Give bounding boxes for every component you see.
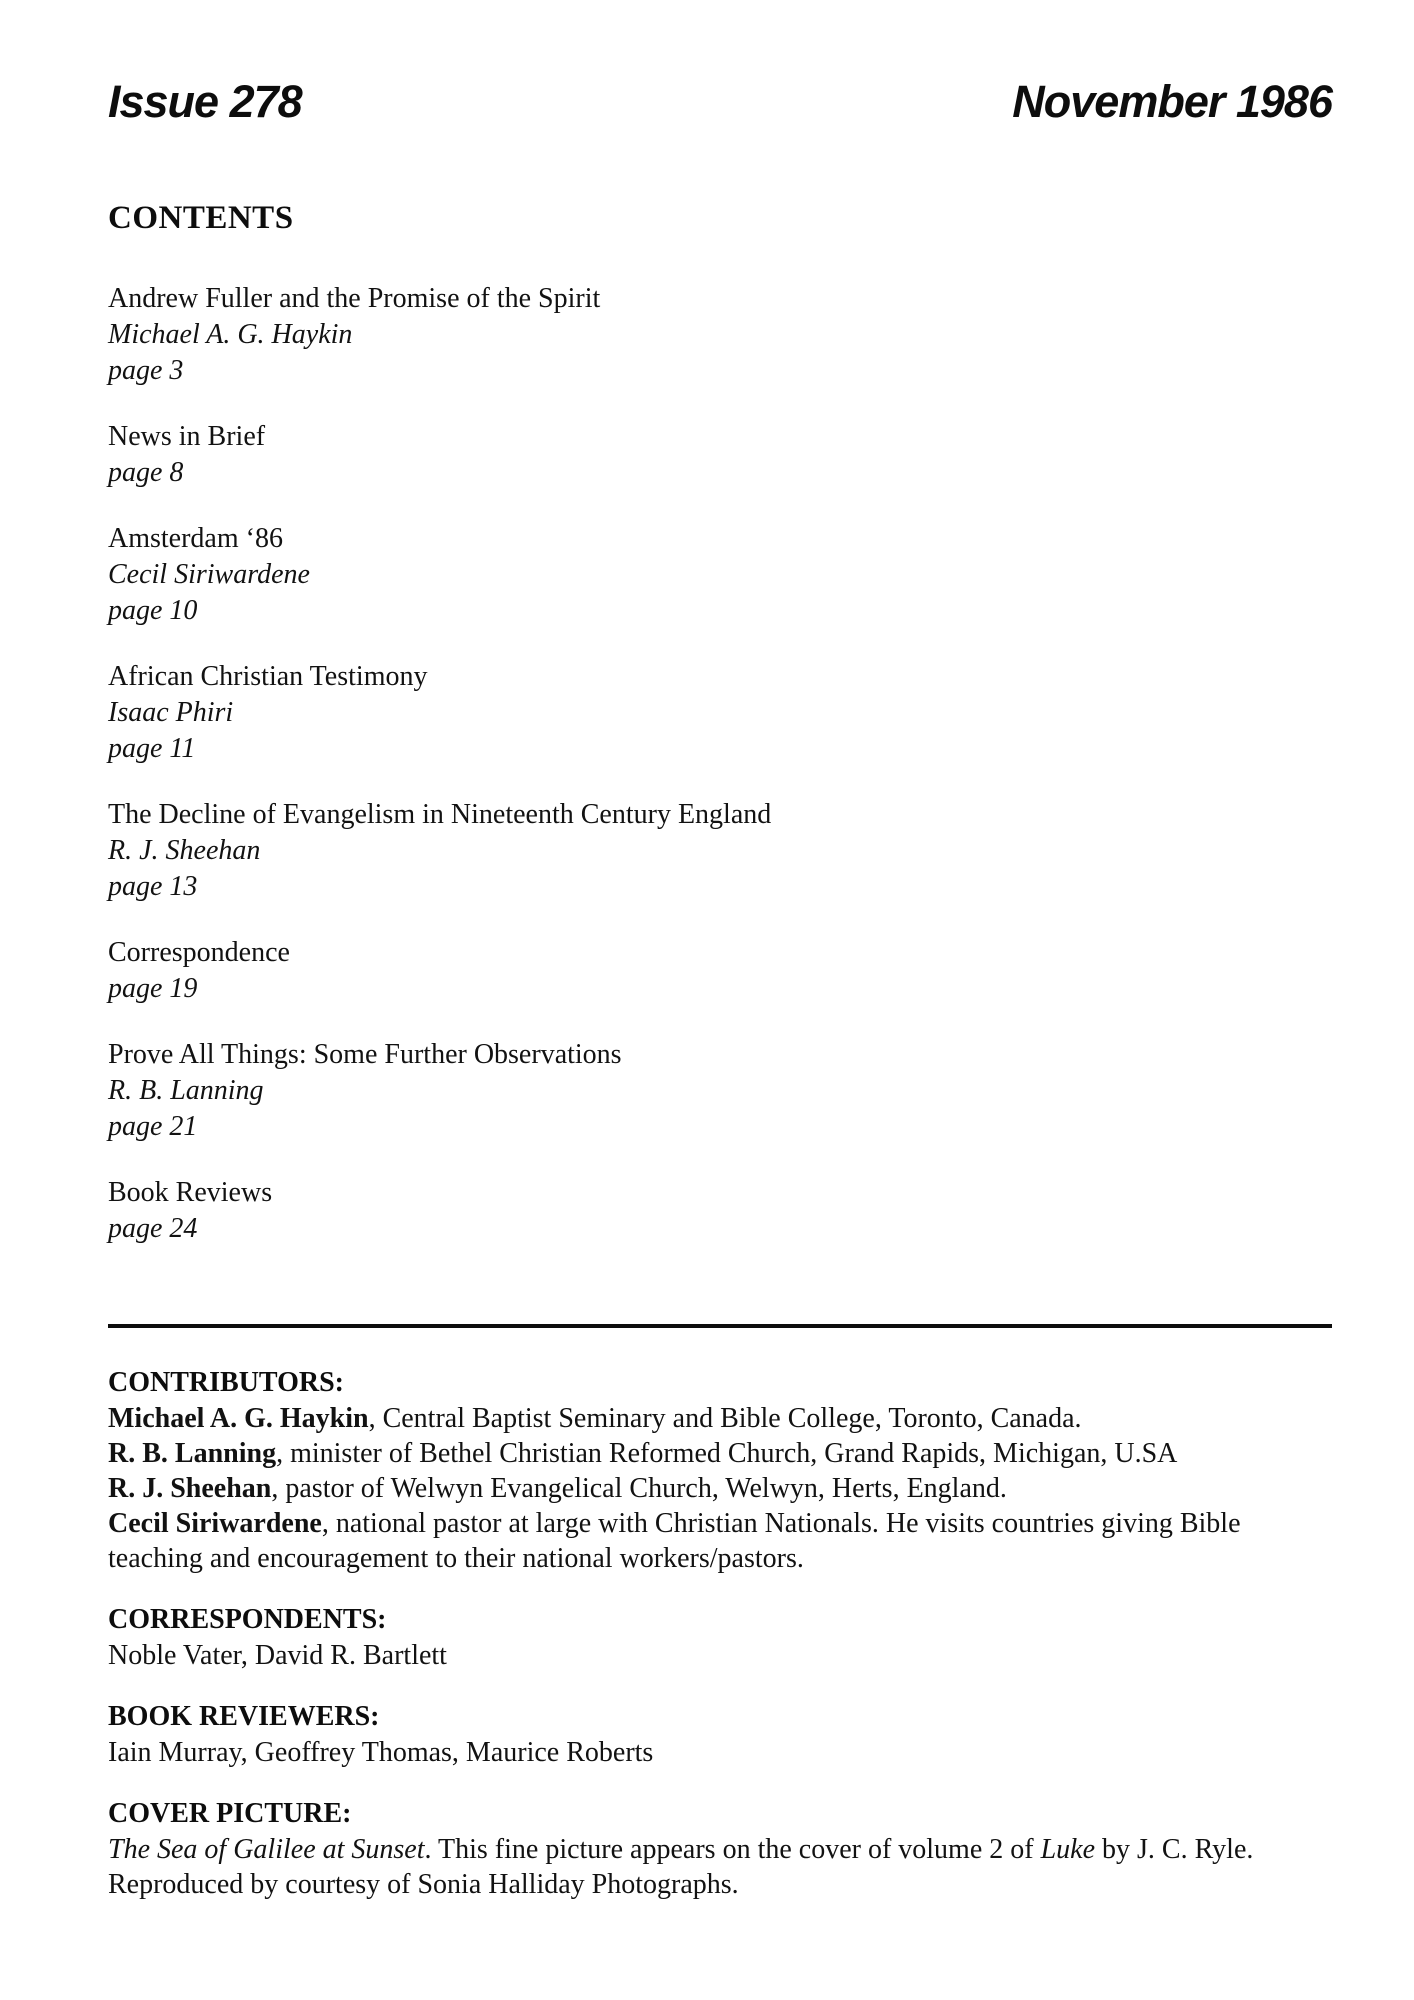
contributors-body — [108, 1401, 1332, 1576]
toc-entry — [108, 281, 1332, 389]
toc-entry-title: Prove All Things: Some Further Observations — [108, 1039, 622, 1070]
caption-segment: . This fine picture appears on the cover of volume 2 of — [424, 1834, 1041, 1865]
toc-entry-page: page 10 — [108, 595, 198, 626]
toc-entry — [108, 521, 1332, 629]
cover-picture-section — [108, 1796, 1332, 1902]
toc-entry-title: Andrew Fuller and the Promise of the Spirit — [108, 283, 601, 314]
correspondents-section — [108, 1602, 1332, 1673]
book-reviewers-heading: BOOK REVIEWERS: — [108, 1701, 380, 1732]
toc-entry-author: Isaac Phiri — [108, 697, 234, 728]
divider-rule — [108, 1324, 1332, 1328]
contributors-section — [108, 1365, 1332, 1576]
toc-entry — [108, 797, 1332, 905]
contributor-name: Cecil Siriwardene — [108, 1508, 322, 1539]
contents-heading: CONTENTS — [108, 200, 294, 236]
issue-number: Issue 278 — [108, 76, 302, 127]
toc-entry-author: R. J. Sheehan — [108, 835, 261, 866]
caption-segment: The Sea of Galilee at Sunset — [108, 1834, 425, 1865]
toc-entry-title: Correspondence — [108, 937, 290, 968]
toc-entry-page: page 3 — [108, 355, 184, 386]
contributor-name: Michael A. G. Haykin — [108, 1403, 369, 1434]
contributor-detail: , pastor of Welwyn Evangelical Church, Welwyn, Herts, England. — [271, 1473, 1007, 1504]
toc-entry-author: R. B. Lanning — [108, 1075, 264, 1106]
book-reviewers-section — [108, 1699, 1332, 1770]
correspondents-names: Noble Vater, David R. Bartlett — [108, 1640, 447, 1671]
toc-entry-page: page 21 — [108, 1111, 198, 1142]
issue-date: November 1986 — [1012, 76, 1332, 127]
toc-entry-page: page 8 — [108, 457, 184, 488]
toc-entry — [108, 659, 1332, 767]
toc-entry — [108, 419, 1332, 491]
cover-picture-caption — [108, 1832, 1332, 1902]
contributors-heading: CONTRIBUTORS: — [108, 1367, 344, 1398]
toc-entry-page: page 13 — [108, 871, 198, 902]
contributor-name: R. B. Lanning — [108, 1438, 277, 1469]
contributor-entry — [108, 1436, 1332, 1471]
toc-entry — [108, 935, 1332, 1007]
contributor-detail: , national pastor at large with Christian Nationals. He visits countries giving Bible teaching and encouragement to their national workers/pastors. — [108, 1508, 1241, 1574]
toc-entry-author: Cecil Siriwardene — [108, 559, 310, 590]
masthead — [108, 76, 1332, 128]
toc-entry-page: page 19 — [108, 973, 198, 1004]
caption-segment: Luke — [1040, 1834, 1096, 1865]
contributor-name: R. J. Sheehan — [108, 1473, 272, 1504]
toc-entry-title: Book Reviews — [108, 1177, 273, 1208]
contributor-entry — [108, 1401, 1332, 1436]
contents-list — [108, 281, 1332, 1247]
toc-entry-page: page 11 — [108, 733, 196, 764]
caption-segment: by J. C. Ryle. Reproduced by courtesy of Sonia Halliday Photographs. — [108, 1834, 1254, 1900]
contributor-entry — [108, 1506, 1332, 1576]
contributor-entry — [108, 1471, 1332, 1506]
correspondents-heading: CORRESPONDENTS: — [108, 1604, 387, 1635]
toc-entry — [108, 1037, 1332, 1145]
cover-picture-heading: COVER PICTURE: — [108, 1798, 352, 1829]
toc-entry-page: page 24 — [108, 1213, 198, 1244]
toc-entry-title: News in Brief — [108, 421, 266, 452]
contributor-detail: , minister of Bethel Christian Reformed Church, Grand Rapids, Michigan, U.SA — [276, 1438, 1178, 1469]
book-reviewers-names: Iain Murray, Geoffrey Thomas, Maurice Roberts — [108, 1737, 654, 1768]
toc-entry — [108, 1175, 1332, 1247]
contributor-detail: , Central Baptist Seminary and Bible College, Toronto, Canada. — [368, 1403, 1082, 1434]
toc-entry-title: Amsterdam ‘86 — [108, 523, 283, 554]
toc-entry-title: The Decline of Evangelism in Nineteenth Century England — [108, 799, 772, 830]
toc-entry-author: Michael A. G. Haykin — [108, 319, 353, 350]
toc-entry-title: African Christian Testimony — [108, 661, 428, 692]
